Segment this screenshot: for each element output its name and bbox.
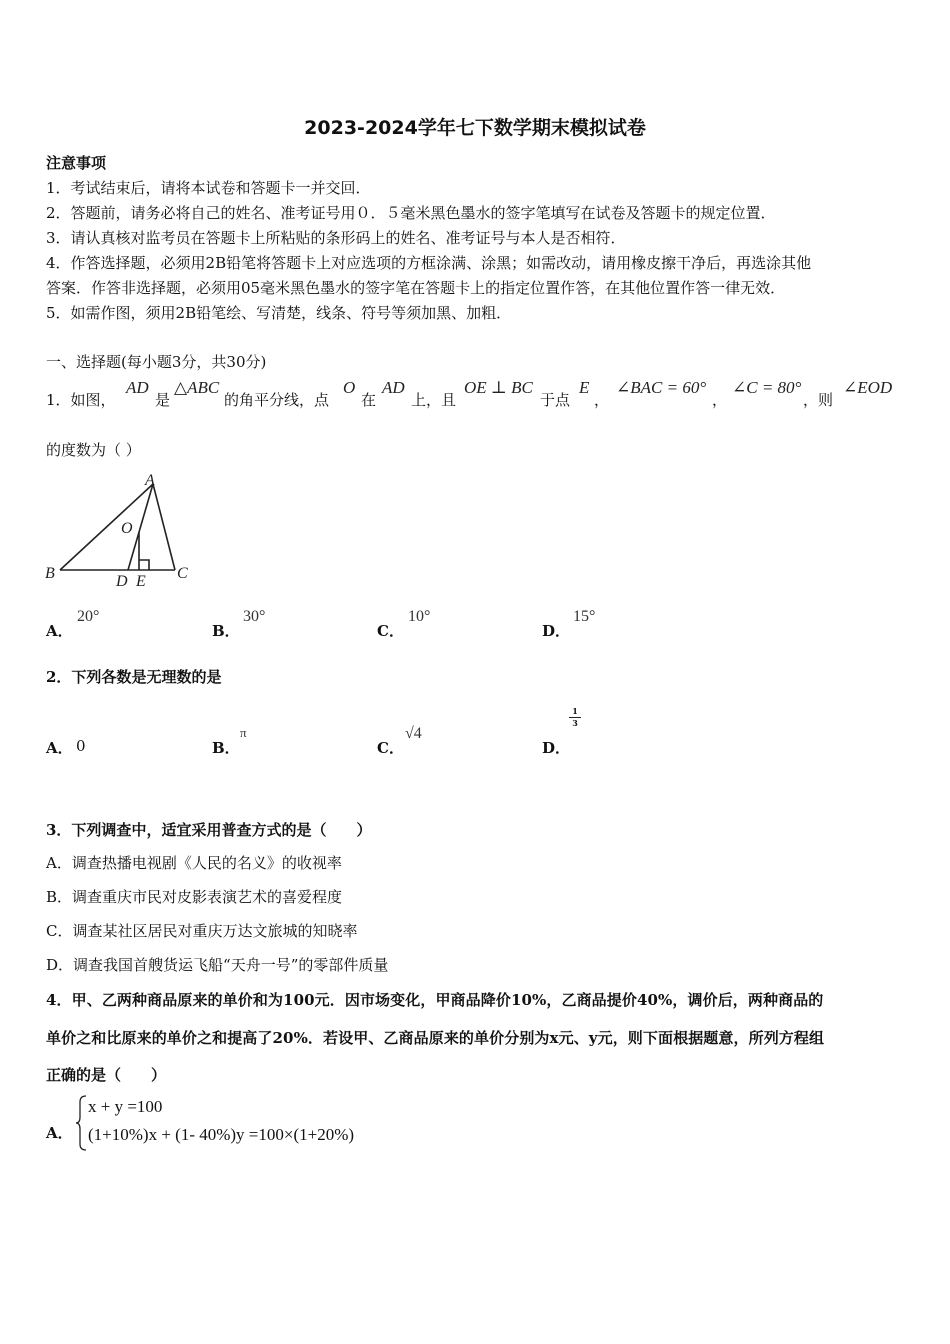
q1-option-d-label: D． [542, 622, 571, 640]
q3-option: A．调查热播电视剧《人民的名义》的收视率 [46, 854, 342, 872]
q3-option: D．调查我国首艘货运飞船“天舟一号”的零部件质量 [46, 956, 389, 974]
label-c: C [177, 565, 188, 582]
right-angle-mark [139, 560, 149, 570]
q1-math: ∠BAC = 60° [616, 378, 707, 397]
q1-text: ， [712, 391, 728, 409]
fraction-numerator: 1 [572, 706, 578, 716]
q3-stem: 3．下列调查中，适宜采用普查方式的是（ ） [46, 821, 372, 839]
label-a: A [145, 472, 155, 489]
q1-option-d-value: 15° [573, 608, 596, 625]
q1-math: △ABC [174, 378, 220, 397]
q2-option-c-label: C． [377, 739, 404, 757]
page-title: 2023-2024学年七下数学期末模拟试卷 [304, 117, 646, 139]
q2-option-a-value: 0 [76, 737, 86, 755]
q1-option-a-value: 20° [77, 608, 100, 625]
q1-stem-continued: 的度数为（ ） [46, 441, 141, 459]
q1-text: 于点 [540, 391, 571, 409]
q2-option-b-value: π [240, 725, 247, 740]
brace-icon [74, 1094, 88, 1152]
q1-option-c-label: C． [377, 622, 404, 640]
q1-math: OE ⊥ BC [464, 378, 533, 397]
q4-option-a-label: A． [46, 1124, 73, 1142]
q1-option-a-label: A． [46, 622, 73, 640]
q1-text: 的角平分线，点 [224, 391, 330, 409]
equation-2: (1+10%)x + (1- 40%)y =100×(1+20%) [88, 1125, 355, 1144]
q1-math: O [343, 378, 356, 397]
section-heading: 一、选择题(每小题3分，共30分) [46, 353, 267, 371]
label-o: O [121, 520, 133, 537]
q1-math: ∠C = 80° [732, 378, 802, 397]
triangle-figure [40, 470, 200, 595]
q1-text: ， [594, 391, 610, 409]
q1-math: ∠EOD [843, 378, 893, 397]
notice-item: 3．请认真核对监考员在答题卡上所粘贴的条形码上的姓名、准考证号与本人是否相符． [46, 229, 626, 247]
fraction-denominator: 3 [572, 718, 578, 728]
q3-option: C．调查某社区居民对重庆万达文旅城的知晓率 [46, 922, 358, 940]
notice-heading: 注意事项 [46, 154, 107, 172]
notice-item: 答案．作答非选择题，必须用05毫米黑色墨水的签字笔在答题卡上的指定位置作答，在其他位置作答一律无效． [46, 279, 786, 297]
q4-stem-line: 4．甲、乙两种商品原来的单价和为100元．因市场变化，甲商品降价10%，乙商品提价40%，调价后，两种商品的 [46, 991, 824, 1009]
side-ac [153, 484, 175, 570]
q3-option: B．调查重庆市民对皮影表演艺术的喜爱程度 [46, 888, 343, 906]
notice-item: 4．作答选择题，必须用2B铅笔将答题卡上对应选项的方框涂满、涂黑；如需改动，请用橡皮擦干净后，再选涂其他 [46, 254, 812, 272]
q1-text: 上，且 [411, 391, 457, 409]
q1-option-c-value: 10° [408, 608, 431, 625]
q2-option-d-fraction [569, 707, 581, 728]
notice-item: 2．答题前，请务必将自己的姓名、准考证号用０．５毫米黑色墨水的签字笔填写在试卷及答题卡的规定位置． [46, 204, 776, 222]
q1-math: AD [382, 378, 405, 397]
q1-text: ，则 [803, 391, 834, 409]
q4-stem-line: 单价之和比原来的单价之和提高了20%．若设甲、乙商品原来的单价分别为x元、y元，则下面根据题意，所列方程组 [46, 1029, 825, 1047]
q1-math: AD [126, 378, 149, 397]
q1-option-b-label: B． [212, 622, 240, 640]
label-e: E [136, 573, 146, 590]
q1-option-b-value: 30° [243, 608, 266, 625]
q4-option-a-system [88, 1093, 354, 1149]
q2-stem: 2．下列各数是无理数的是 [46, 668, 222, 686]
q2-option-b-label: B． [212, 739, 240, 757]
q2-option-d-label: D． [542, 739, 571, 757]
label-b: B [45, 565, 55, 582]
notice-item: 5．如需作图，须用2B铅笔绘、写清楚，线条、符号等须加黑、加粗． [46, 304, 512, 322]
q1-text: 是 [155, 391, 171, 409]
q1-text: 1．如图， [46, 391, 116, 409]
q1-text: 在 [361, 391, 377, 409]
equation-1: x + y =100 [88, 1097, 163, 1116]
q2-option-a-label: A． [46, 739, 73, 757]
q2-option-c-value: √4 [405, 725, 422, 742]
label-d: D [116, 573, 128, 590]
q4-stem-line: 正确的是（ ） [46, 1066, 167, 1084]
notice-item: 1．考试结束后，请将本试卷和答题卡一并交回． [46, 179, 371, 197]
q1-math: E [579, 378, 590, 397]
